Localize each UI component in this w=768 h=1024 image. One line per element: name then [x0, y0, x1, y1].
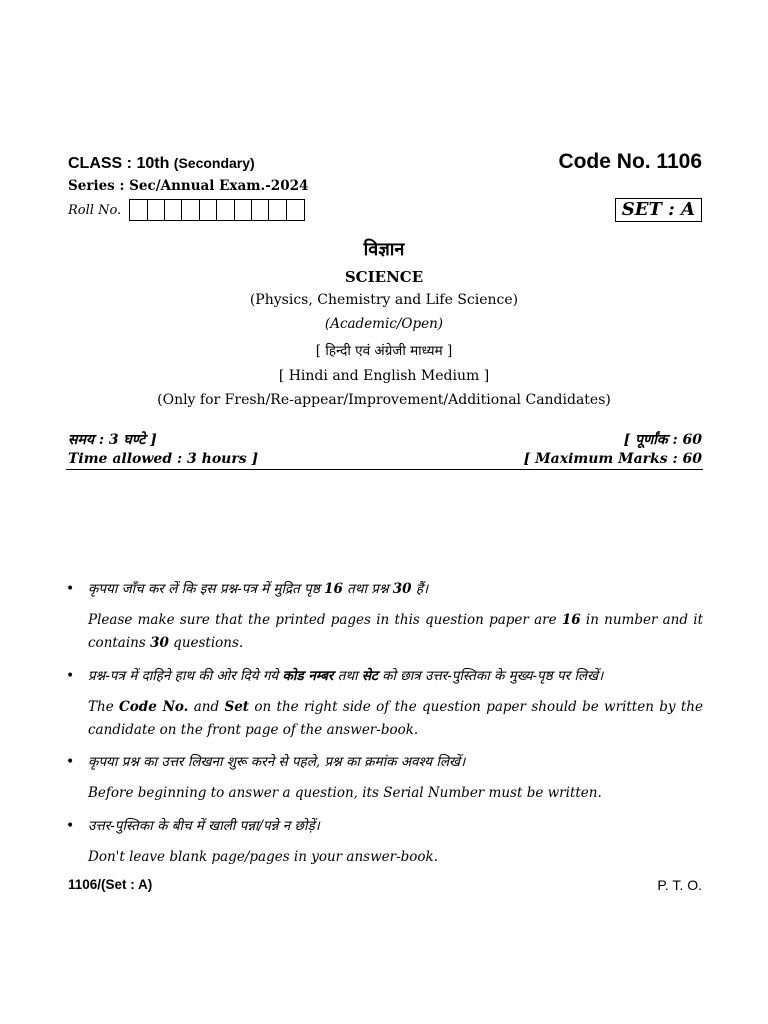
instruction-english: The Code No. and Set on the right side of the question paper should be written by the candidate on the front page of the answer-book. — [88, 699, 703, 738]
marks-english: [ Maximum Marks : 60 — [523, 451, 702, 467]
medium-hindi: [ हिन्दी एवं अंग्रेजी माध्यम ] — [315, 343, 453, 359]
instruction-item — [66, 578, 703, 655]
roll-box — [252, 200, 269, 220]
time-english: Time allowed : 3 hours ] — [68, 451, 259, 467]
footer-code-set: 1106/(Set : A) — [68, 877, 153, 892]
instruction-item — [66, 665, 703, 742]
footer-pto: P. T. O. — [657, 877, 702, 893]
roll-boxes — [129, 199, 305, 221]
instruction-item — [66, 751, 703, 805]
series-line: Series : Sec/Annual Exam.-2024 — [68, 178, 309, 194]
medium-english: [ Hindi and English Medium ] — [278, 368, 490, 384]
roll-box — [130, 200, 147, 220]
roll-label: Roll No. — [68, 202, 122, 218]
bullet-icon: • — [66, 668, 75, 684]
class-label: CLASS : 10th (Secondary) — [68, 155, 255, 172]
code-number: Code No. 1106 — [558, 150, 702, 173]
instruction-english: Please make sure that the printed pages in this question paper are 16 in number and it contains 30 questions. — [88, 612, 703, 651]
mode: (Academic/Open) — [324, 316, 444, 332]
class-sub: (Secondary) — [173, 155, 255, 171]
roll-box — [182, 200, 199, 220]
roll-box — [217, 200, 234, 220]
roll-box — [287, 200, 304, 220]
set-box: SET : A — [615, 198, 702, 222]
roll-box — [165, 200, 182, 220]
instruction-hindi: कृपया जाँच कर लें कि इस प्रश्न-पत्र में मुद्रित पृष्ठ 16 तथा प्रश्न 30 हैं। — [88, 581, 429, 597]
marks-hindi: [ पूर्णांक : 60 — [623, 432, 702, 448]
bullet-icon: • — [66, 581, 75, 597]
title-english: SCIENCE — [344, 268, 424, 286]
roll-number-field — [68, 199, 305, 221]
roll-box — [200, 200, 217, 220]
bullet-icon: • — [66, 818, 75, 834]
title-hindi: विज्ञान — [363, 239, 405, 260]
divider — [66, 469, 703, 470]
bullet-icon: • — [66, 754, 75, 770]
subjects: (Physics, Chemistry and Life Science) — [249, 292, 519, 308]
instruction-item — [66, 815, 703, 869]
roll-box — [235, 200, 252, 220]
instruction-hindi: कृपया प्रश्न का उत्तर लिखना शुरू करने से पहले, प्रश्न का क्रमांक अवश्य लिखें। — [88, 754, 466, 770]
instruction-english: Don't leave blank page/pages in your answer-book. — [88, 849, 439, 865]
instruction-hindi: उत्तर-पुस्तिका के बीच में खाली पन्ना/पन्ने न छोड़ें। — [88, 818, 320, 834]
instruction-english: Before beginning to answer a question, its Serial Number must be written. — [88, 785, 602, 801]
roll-box — [269, 200, 286, 220]
candidates-note: (Only for Fresh/Re-appear/Improvement/Additional Candidates) — [157, 392, 611, 408]
time-hindi: समय : 3 घण्टे ] — [68, 432, 157, 448]
instruction-hindi: प्रश्न-पत्र में दाहिने हाथ की ओर दिये गये कोड नम्बर तथा सेट को छात्र उत्तर-पुस्तिका के मुख्य-पृष्ठ पर लिखें। — [88, 668, 604, 684]
roll-box — [148, 200, 165, 220]
